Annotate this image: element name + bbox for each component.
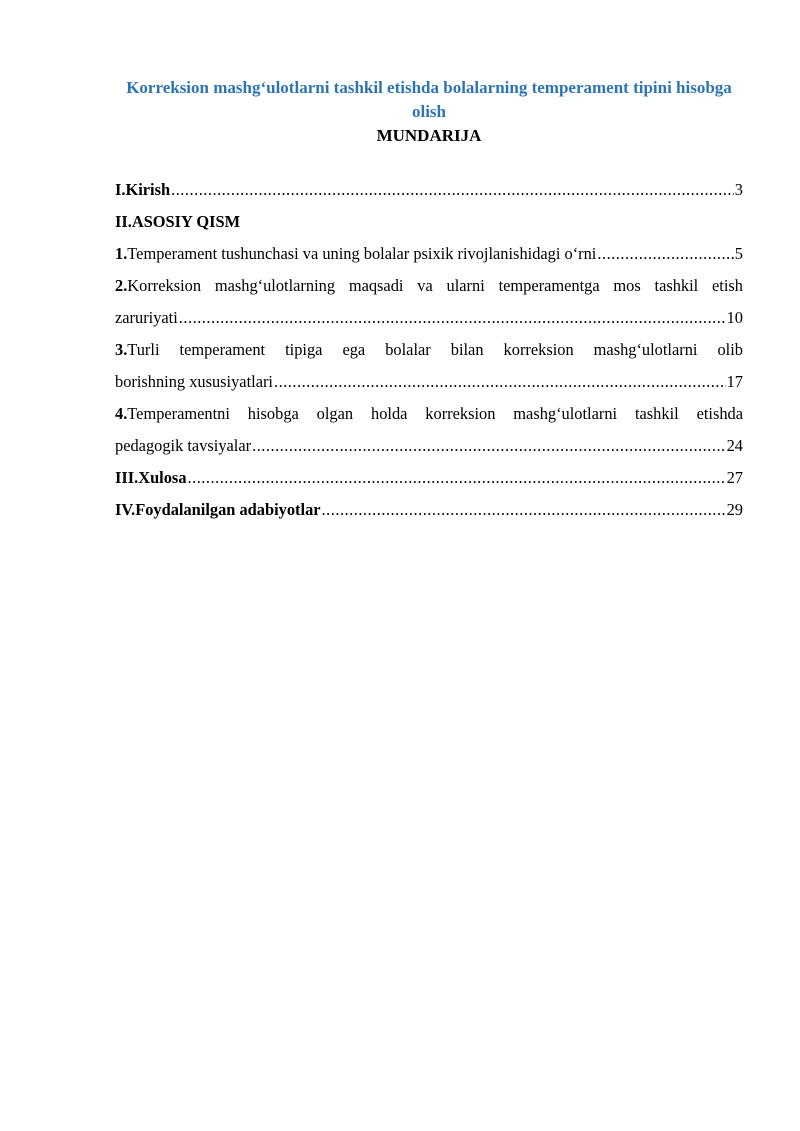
- toc-entry-text-line1: Temperamentni hisobga olgan holda korreksion mashg‘ulotlarni tashkil etishda: [127, 404, 743, 423]
- document-page: [115, 76, 743, 526]
- dot-leader: [274, 366, 726, 398]
- toc-entry-text: Temperament tushunchasi va uning bolalar psixik rivojlanishidagi o‘rni: [127, 244, 597, 263]
- toc-entry-label: IV.Foydalanilgan adabiyotlar: [115, 500, 321, 519]
- dot-leader: [179, 302, 726, 334]
- dot-leader: [252, 430, 726, 462]
- toc-page-number: 10: [726, 308, 743, 327]
- toc-entry-kirish[interactable]: [115, 174, 743, 206]
- dot-leader: [322, 494, 726, 526]
- toc-entry-text-line2: pedagogik tavsiyalar: [115, 436, 252, 455]
- toc-entry-adabiyotlar[interactable]: [115, 494, 743, 526]
- toc-entry-number: 3.: [115, 340, 128, 359]
- toc-page-number: 17: [726, 372, 743, 391]
- dot-leader: [171, 174, 734, 206]
- toc-heading: MUNDARIJA: [376, 126, 482, 145]
- toc-entry-number: 2.: [115, 276, 128, 295]
- toc-entry-label: I.Kirish: [115, 180, 171, 199]
- toc-entry-number: 4.: [115, 404, 128, 423]
- toc-section-asosiy[interactable]: [115, 206, 743, 238]
- toc-entry-label: III.Xulosa: [115, 468, 187, 487]
- toc-page-number: 24: [726, 436, 743, 455]
- toc-section-label: II.ASOSIY QISM: [115, 212, 241, 231]
- toc-entry-text-line2: borishning xususiyatlari: [115, 372, 273, 391]
- toc-entry-3[interactable]: [115, 334, 743, 398]
- toc-entry-1[interactable]: [115, 238, 743, 270]
- toc-page-number: 29: [726, 500, 743, 519]
- document-title: Korreksion mashg‘ulotlarni tashkil etishda bolalarning temperament tipini hisobga olish: [126, 78, 732, 121]
- toc-page-number: 3: [734, 180, 743, 199]
- toc-entry-text-line2: zaruriyati: [115, 308, 178, 327]
- toc-entry-text-line1: Turli temperament tipiga ega bolalar bilan korreksion mashg‘ulotlarni olib: [127, 340, 743, 359]
- toc-entry-number: 1.: [115, 244, 128, 263]
- toc-entry-2[interactable]: [115, 270, 743, 334]
- toc-entry-text-line1: Korreksion mashg‘ulotlarning maqsadi va ularni temperamentga mos tashkil etish: [127, 276, 743, 295]
- toc-page-number: 27: [726, 468, 743, 487]
- dot-leader: [597, 238, 733, 270]
- toc-page-number: 5: [734, 244, 743, 263]
- toc-entry-4[interactable]: [115, 398, 743, 462]
- dot-leader: [188, 462, 726, 494]
- toc-entry-xulosa[interactable]: [115, 462, 743, 494]
- table-of-contents: [115, 174, 743, 526]
